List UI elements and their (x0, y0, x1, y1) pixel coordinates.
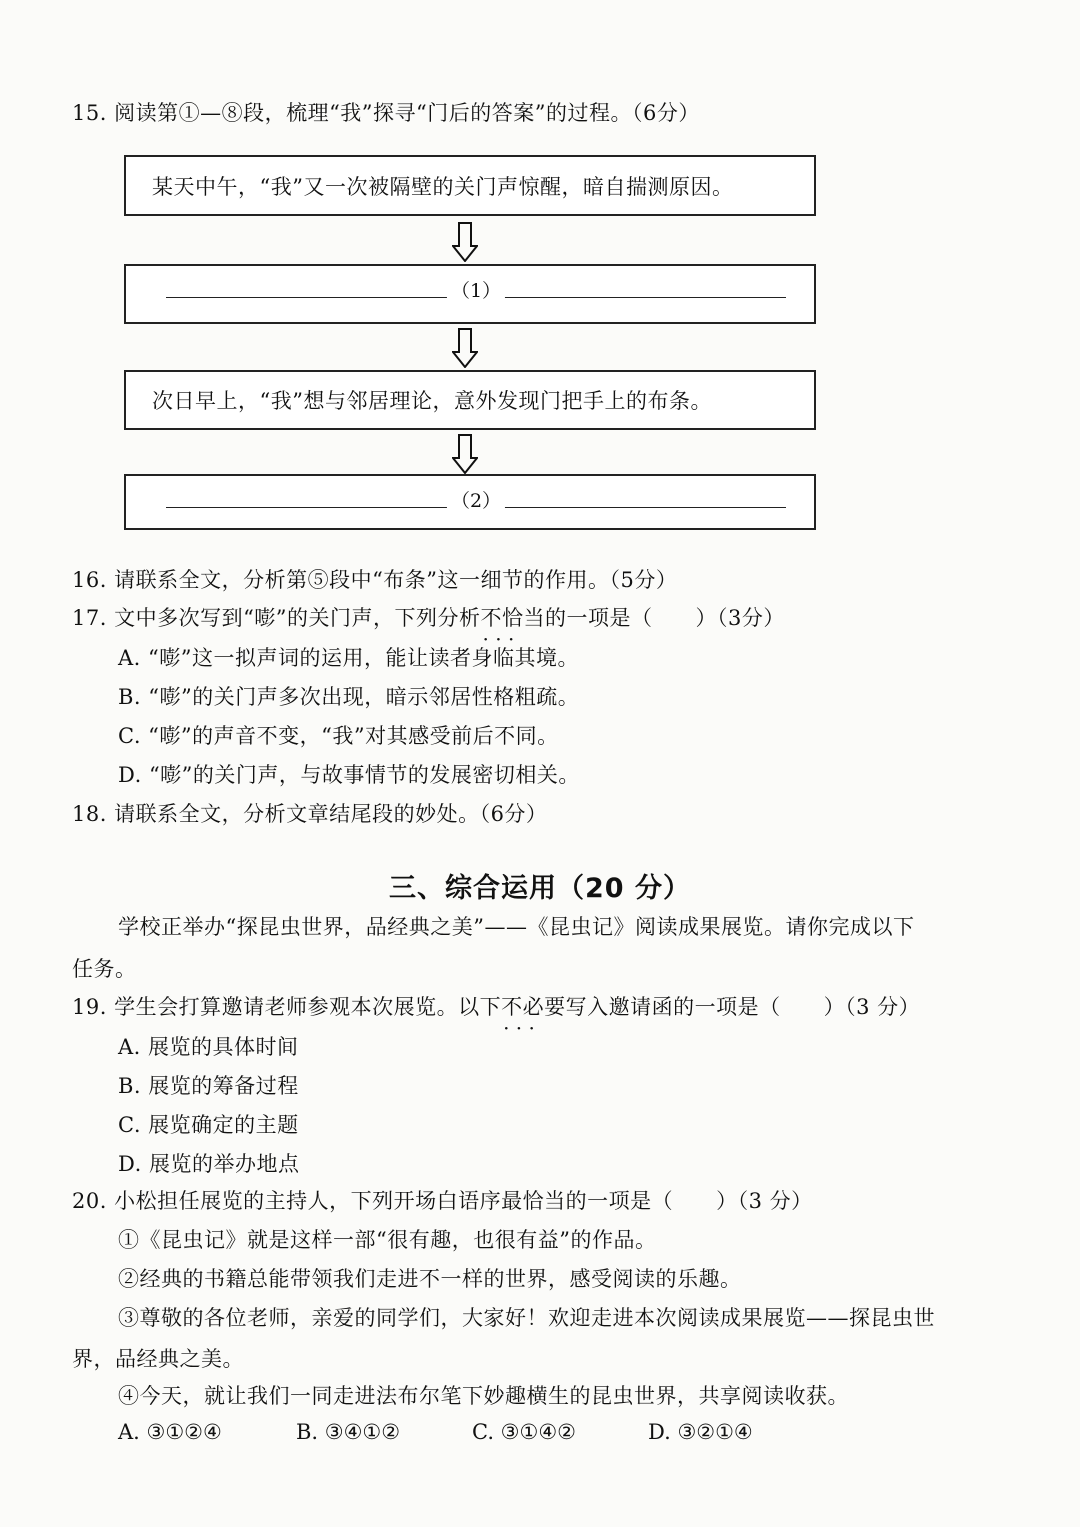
section-title: 三、综合运用（20 分） (389, 873, 691, 904)
section-intro-line-2: 任务。 (72, 957, 137, 981)
q20-stem: 20. 小松担任展览的主持人，下列开场白语序最恰当的一项是（ ）（3 分） (72, 1189, 813, 1213)
q19-stem (72, 992, 920, 1022)
down-arrow-icon (452, 434, 478, 474)
q19-option-c: C. 展览确定的主题 (118, 1113, 299, 1137)
down-arrow-icon (452, 328, 478, 368)
q16-stem: 16. 请联系全文，分析第⑤段中“布条”这一细节的作用。（5分） (72, 568, 678, 592)
q20-sentence-4: ④今天，就让我们一同走进法布尔笔下妙趣横生的昆虫世界，共享阅读收获。 (118, 1384, 849, 1408)
flow-box-1-text: 某天中午，“我”又一次被隔壁的关门声惊醒，暗自揣测原因。 (152, 174, 734, 199)
q20-choice-d: D. ③②①④ (648, 1420, 753, 1444)
q19-option-a: A. 展览的具体时间 (118, 1035, 299, 1059)
q20-choice-a: A. ③①②④ (118, 1420, 222, 1444)
q17-stem-before: 17. 文中多次写到“嘭”的关门声，下列分析 (72, 606, 481, 630)
blank-label-2: （2） (447, 486, 505, 513)
q19-stem-emphasis: 不必要 · · · (501, 995, 566, 1019)
q17-stem-after: 的一项是（ ）（3分） (545, 606, 785, 630)
q17-stem (72, 603, 785, 633)
q17-option-b: B. “嘭”的关门声多次出现，暗示邻居性格粗疏。 (118, 685, 580, 709)
q17-stem-emphasis: 不恰当 · · · (481, 606, 546, 630)
flow-box-3-text: 次日早上，“我”想与邻居理论，意外发现门把手上的布条。 (152, 389, 712, 413)
q20-choice-b: B. ③④①② (296, 1420, 401, 1444)
q17-option-a: A. “嘭”这一拟声词的运用，能让读者身临其境。 (118, 646, 579, 670)
flow-box-1 (124, 155, 816, 216)
answer-line-2 (166, 490, 786, 512)
q19-stem-before: 19. 学生会打算邀请老师参观本次展览。以下 (72, 995, 502, 1019)
q15-stem: 15. 阅读第①—⑧段，梳理“我”探寻“门后的答案”的过程。（6分） (72, 101, 700, 125)
q17-option-d: D. “嘭”的关门声，与故事情节的发展密切相关。 (118, 763, 580, 787)
q20-sentence-3-line-1: ③尊敬的各位老师，亲爱的同学们，大家好！欢迎走进本次阅读成果展览——探昆虫世 (118, 1306, 935, 1330)
down-arrow-icon (452, 222, 478, 262)
q19-stem-after: 写入邀请函的一项是（ ）（3 分） (565, 995, 921, 1019)
q18-stem: 18. 请联系全文，分析文章结尾段的妙处。（6分） (72, 802, 548, 826)
q20-sentence-2: ②经典的书籍总能带领我们走进不一样的世界，感受阅读的乐趣。 (118, 1267, 742, 1291)
blank-label-1: （1） (447, 276, 505, 303)
q19-option-d: D. 展览的举办地点 (118, 1152, 300, 1176)
q20-sentence-1: ①《昆虫记》就是这样一部“很有趣，也很有益”的作品。 (118, 1228, 657, 1252)
flow-box-blank-2 (124, 474, 816, 530)
section-intro-line-1: 学校正举办“探昆虫世界，品经典之美”——《昆虫记》阅读成果展览。请你完成以下 (118, 915, 915, 939)
q17-option-c: C. “嘭”的声音不变，“我”对其感受前后不同。 (118, 724, 559, 748)
q19-option-b: B. 展览的筹备过程 (118, 1074, 299, 1098)
answer-line-1 (166, 280, 786, 302)
q20-sentence-3-line-2: 界，品经典之美。 (72, 1347, 244, 1371)
flow-box-3 (124, 370, 816, 430)
q20-choice-c: C. ③①④② (472, 1420, 576, 1444)
flow-box-blank-1 (124, 264, 816, 324)
